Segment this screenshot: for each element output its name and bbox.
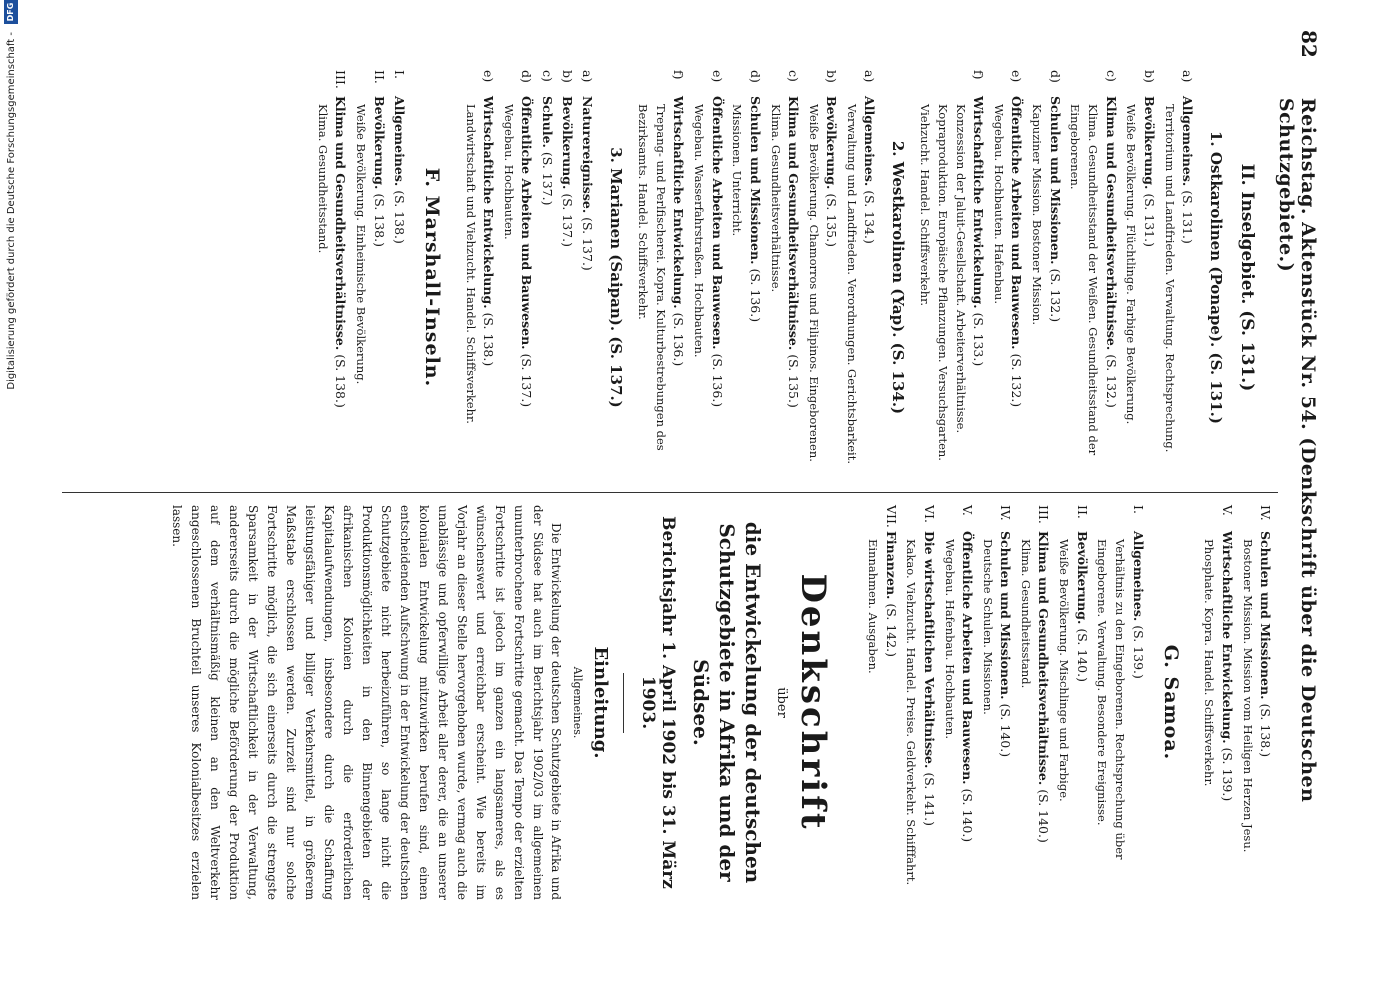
toc-item-title: Allgemeines. bbox=[862, 96, 878, 187]
toc-item-body bbox=[864, 531, 901, 900]
toc-item-body bbox=[1200, 531, 1237, 900]
toc-item-detail: Bostoner Mission. Mission vom Heiligen Herzen Jesu. bbox=[1240, 539, 1255, 853]
toc-item-title: Öffentliche Arbeiten und Bauwesen. bbox=[1009, 96, 1025, 350]
toc-item-body bbox=[313, 96, 350, 485]
toc-item-marker: f) bbox=[971, 70, 987, 80]
toc-item-marker: IV. bbox=[998, 505, 1014, 521]
toc-item-marker: d) bbox=[1047, 70, 1063, 83]
toc-item-title: Schulen und Missionen. bbox=[747, 96, 763, 265]
toc-item-title: Bevölkerung. bbox=[560, 96, 576, 190]
toc-item-page-ref: (S. 132.) bbox=[1103, 354, 1119, 408]
section-page-ref: (S. 131.) bbox=[1237, 310, 1257, 392]
toc-list bbox=[634, 70, 880, 485]
toc-item-detail: Klima. Gesundheitsstand. bbox=[316, 104, 331, 254]
toc-item-title: Allgemeines. bbox=[1130, 531, 1146, 622]
toc-item-detail: Weiße Bevölkerung. Flüchtlinge. Farbige Bevölkerung. bbox=[1124, 104, 1139, 425]
document-title: Denkschrift bbox=[793, 573, 834, 832]
toc-item bbox=[1016, 505, 1053, 900]
document-subtitle: die Entwickelung der deutschen Schutzgebiete in Afrika und der Südsee. bbox=[689, 521, 766, 884]
toc-item-detail: Verhältnis zu den Eingeborenen. Rechtsprechung über Eingeborene. Verwaltung. Besondere Ereignisse. bbox=[1095, 539, 1128, 860]
toc-item-page-ref: (S. 131.) bbox=[1180, 190, 1195, 244]
dfg-logo: DFG bbox=[4, 0, 18, 24]
toc-item-detail: Deutsche Schulen. Missionen. bbox=[980, 539, 995, 715]
toc-item-title: Schulen und Missionen. bbox=[1258, 531, 1273, 700]
toc-item-marker: b) bbox=[1141, 70, 1157, 83]
subsection-heading bbox=[889, 70, 907, 485]
toc-item-page-ref: (S. 140.) bbox=[1036, 789, 1052, 843]
toc-item-marker: e) bbox=[1009, 70, 1025, 83]
toc-item-title: Bevölkerung. bbox=[1141, 96, 1157, 190]
toc-item-marker: a) bbox=[862, 70, 878, 83]
toc-item bbox=[1200, 505, 1237, 900]
short-rule bbox=[624, 673, 625, 733]
toc-item-title: Klima und Gesundheitsverhältnisse. bbox=[333, 96, 349, 351]
toc-item-marker: VII. bbox=[883, 505, 899, 528]
introduction-subheading: Allgemeines. bbox=[571, 666, 585, 739]
toc-item-page-ref: (S. 136.) bbox=[747, 268, 763, 323]
subsection-heading bbox=[1207, 70, 1225, 485]
toc-item-detail: Wegebau. Hafenbau. Hochbauten. bbox=[942, 539, 957, 739]
toc-item-body bbox=[902, 531, 939, 900]
toc-item-title: Finanzen. bbox=[883, 531, 899, 600]
toc-item-body bbox=[1016, 531, 1053, 900]
toc-item-marker: a) bbox=[1180, 70, 1195, 83]
toc-item bbox=[578, 70, 597, 485]
toc-item bbox=[766, 70, 803, 485]
toc-item-body bbox=[978, 531, 1015, 900]
running-header: Reichstag. Aktenstück Nr. 54. (Denkschrift über die Deutschen Schutzgebiete.) bbox=[1275, 97, 1319, 803]
toc-item-marker: III. bbox=[333, 70, 349, 89]
section-heading: G. Samoa. bbox=[1159, 644, 1182, 761]
toc-item-title: Allgemeines. bbox=[1180, 96, 1195, 187]
toc-item-marker: I. bbox=[1130, 505, 1146, 514]
left-column bbox=[70, 70, 1275, 485]
toc-item-marker: I. bbox=[392, 70, 407, 79]
toc-item-body bbox=[989, 96, 1026, 485]
toc-item bbox=[1122, 70, 1159, 485]
toc-item-detail: Wegebau. Wasserfahrstraßen. Hochbauten. bbox=[692, 104, 707, 358]
toc-item-body bbox=[1122, 96, 1159, 485]
toc-item bbox=[1054, 505, 1091, 900]
toc-item bbox=[390, 70, 409, 485]
subsection-title: 2. Westkarolinen (Yap). bbox=[889, 140, 908, 338]
toc-item-title: Klima und Gesundheitsverhältnisse. bbox=[1103, 96, 1119, 351]
toc-item-page-ref: (S. 134.) bbox=[862, 190, 878, 244]
credit-text: Digitalisierung gefördert durch die Deutsche Forschungsgemeinschaft - bbox=[5, 32, 17, 390]
report-period: Berichtsjahr 1. April 1902 bis 31. März 1903. bbox=[638, 516, 679, 889]
toc-item-detail: Weiße Bevölkerung. Einheimische Bevölkerung. bbox=[354, 104, 369, 385]
toc-item-page-ref: (S. 137.) bbox=[519, 353, 535, 408]
toc-item-body bbox=[390, 96, 409, 485]
toc-item bbox=[537, 70, 556, 485]
toc-item-body bbox=[842, 96, 879, 485]
toc-item-page-ref: (S. 138.) bbox=[1258, 703, 1273, 758]
toc-item-marker: VI. bbox=[921, 505, 937, 523]
toc-item-marker: d) bbox=[519, 70, 535, 83]
toc-item-page-ref: (S. 133.) bbox=[971, 312, 987, 367]
toc-item-detail: Klima. Gesundheitsstand. bbox=[1019, 539, 1034, 689]
toc-item-title: Öffentliche Arbeiten und Bauwesen. bbox=[519, 96, 535, 350]
toc-list bbox=[864, 505, 1148, 900]
toc-item bbox=[558, 70, 577, 485]
toc-item-title: Wirtschaftliche Entwickelung. bbox=[481, 96, 497, 309]
toc-item-body bbox=[578, 96, 597, 485]
toc-item-body bbox=[461, 96, 498, 485]
toc-item-page-ref: (S. 140.) bbox=[960, 788, 976, 843]
column-divider bbox=[62, 492, 1278, 493]
toc-item-detail: Wegebau. Hochbauten. bbox=[502, 104, 516, 240]
toc-item-body bbox=[634, 96, 689, 485]
toc-item-title: Bevölkerung. bbox=[824, 96, 840, 190]
toc-item-page-ref: (S. 141.) bbox=[921, 772, 937, 826]
toc-item-marker: V. bbox=[960, 505, 976, 516]
toc-item-marker: f) bbox=[671, 70, 687, 80]
toc-item bbox=[1027, 70, 1064, 485]
toc-item-page-ref: (S. 138.) bbox=[333, 354, 349, 408]
introduction-paragraph: Die Entwickelung der deutschen Schutzgebiete in Afrika und der Südsee hat auch im Berichtsjahr 1902/03 im allgemeinen ununterbrochene Fortschritte gemacht. Das Tempo der erzielten Fortschritte ist jedoch im ganzen ein langsameres, als es wünschenswert und erreichbar erscheint. Wie bereits im Vorjahr an dieser Stelle hervorgehoben wurde, vermag auch die unablässige und opferwillige Arbeit aller derer, die an unserer kolonialen Entwickelung mitzuwirken berufen sind, einen entscheidenden Aufschwung in der Entwickelung der deutschen Schutzgebiete nicht herbeizuführen, so lange nicht die Produktionsmöglichkeiten in den Binnengebieten der afrikanischen Kolonien durch die erforderlichen Kapitalaufwendungen, insbesondere durch die Schaffung leistungsfähiger und billiger Verkehrsmittel, in größerem Maßstabe erschlossen werden. Zurzeit sind nur solche Fortschritte möglich, die sich einerseits durch die strengste Sparsamkeit in der Wirtschaftlichkeit in der Verwaltung, andererseits durch die mögliche Beförderung der Produktion auf dem verhältnismäßig kleinen an den Weltverkehr angeschlossenen Bruchteil unseres Kolonialbesitzes erzielen lassen. bbox=[170, 505, 564, 900]
right-column bbox=[70, 505, 1275, 900]
toc-item-body bbox=[728, 96, 765, 485]
toc-item bbox=[351, 70, 388, 485]
toc-item-body bbox=[499, 96, 536, 485]
toc-item bbox=[1160, 70, 1197, 485]
toc-item-body bbox=[1054, 531, 1091, 900]
toc-item-page-ref: (S. 137.) bbox=[539, 151, 555, 206]
toc-item-marker: e) bbox=[481, 70, 497, 83]
toc-item-title: Klima und Gesundheitsverhältnisse. bbox=[1036, 531, 1052, 786]
toc-item-detail: Kakao. Viehzucht. Handel. Preise. Geldverkehr. Schifffahrt. bbox=[904, 539, 919, 886]
subsection-title: 1. Ostkarolinen (Ponape). bbox=[1207, 131, 1225, 348]
toc-item-title: Naturereignisse. bbox=[580, 96, 596, 214]
toc-item-body bbox=[1093, 531, 1148, 900]
toc-item bbox=[634, 70, 689, 485]
toc-item bbox=[804, 70, 841, 485]
toc-item-marker: d) bbox=[747, 70, 763, 83]
toc-item-body bbox=[1238, 531, 1275, 900]
toc-item-marker: c) bbox=[539, 70, 555, 82]
toc-item-title: Schulen und Missionen. bbox=[1047, 96, 1063, 265]
toc-item-title: Wirtschaftliche Entwickelung. bbox=[671, 96, 687, 309]
toc-item bbox=[864, 505, 901, 900]
toc-item-detail: Weiße Bevölkerung. Mischlinge und Farbige. bbox=[1057, 539, 1072, 802]
toc-item bbox=[842, 70, 879, 485]
toc-item-detail: Einnahmen. Ausgaben. bbox=[866, 539, 881, 674]
toc-item-detail: Weiße Bevölkerung. Chamorros und Filipinos. Eingeborenen. bbox=[806, 104, 821, 462]
toc-item-body bbox=[804, 96, 841, 485]
toc-item-detail: Trepang- und Perlfischerei. Kopra. Kulturbestrebungen des Bezirksamts. Handel. Schiffsverkehr. bbox=[636, 104, 669, 451]
toc-item-detail: Klima. Gesundheitsverhältnisse. bbox=[768, 104, 783, 293]
section-heading: F. Marshall-Inseln. bbox=[421, 167, 443, 388]
toc-item-page-ref: (S. 140.) bbox=[998, 703, 1014, 758]
toc-item-marker: a) bbox=[580, 70, 596, 83]
toc-item-marker: e) bbox=[709, 70, 725, 83]
subsection-page-ref: (S. 137.) bbox=[607, 336, 626, 408]
toc-item-title: Öffentliche Arbeiten und Bauwesen. bbox=[960, 531, 976, 785]
toc-list bbox=[915, 70, 1197, 485]
toc-item-marker: IV. bbox=[1258, 505, 1273, 521]
toc-item-title: Schulen und Missionen. bbox=[998, 531, 1014, 700]
toc-item bbox=[902, 505, 939, 900]
toc-item-page-ref: (S. 137.) bbox=[580, 217, 596, 271]
toc-item-body bbox=[1027, 96, 1064, 485]
toc-item-title: Bevölkerung. bbox=[371, 96, 387, 190]
toc-item bbox=[1238, 505, 1275, 900]
toc-item-page-ref: (S. 138.) bbox=[392, 190, 407, 244]
toc-item-marker: b) bbox=[824, 70, 840, 83]
toc-item-page-ref: (S. 142.) bbox=[883, 603, 899, 658]
toc-item-page-ref: (S. 132.) bbox=[1009, 353, 1025, 408]
toc-item-detail: Konzession der Jaluit-Gesellschaft. Arbeiterverhältnisse. Kopraproduktion. Europäische Pflanzungen. Versuchsgarten. Viehzucht. Handel. Schiffsverkehr. bbox=[918, 104, 968, 461]
toc-item-title: Öffentliche Arbeiten und Bauwesen. bbox=[709, 96, 725, 350]
toc-item-title: Schule. bbox=[539, 96, 555, 148]
toc-item-detail: Kapuziner Mission. Bostoner Mission. bbox=[1030, 104, 1045, 325]
toc-item-body bbox=[940, 531, 977, 900]
toc-item-body bbox=[1066, 96, 1121, 485]
toc-item bbox=[978, 505, 1015, 900]
toc-item-page-ref: (S. 140.) bbox=[1074, 628, 1090, 682]
toc-item-page-ref: (S. 137.) bbox=[560, 193, 576, 247]
toc-item bbox=[728, 70, 765, 485]
toc-item-title: Die wirtschaftlichen Verhältnisse. bbox=[921, 531, 937, 769]
subsection-page-ref: (S. 134.) bbox=[889, 342, 908, 415]
toc-item-page-ref: (S. 139.) bbox=[1130, 625, 1146, 679]
toc-item bbox=[1093, 505, 1148, 900]
toc-item-body bbox=[766, 96, 803, 485]
toc-item-detail: Klima. Gesundheitsstand der Weißen. Gesundheitsstand der Eingeborenen. bbox=[1068, 104, 1101, 456]
toc-item bbox=[313, 70, 350, 485]
subsection-heading bbox=[608, 70, 626, 485]
toc-item-marker: II. bbox=[1074, 505, 1090, 519]
toc-item bbox=[461, 70, 498, 485]
toc-item-page-ref: (S. 135.) bbox=[786, 354, 802, 408]
toc-item-body bbox=[537, 96, 556, 485]
toc-item-body bbox=[915, 96, 988, 485]
toc-list bbox=[313, 70, 409, 485]
toc-item bbox=[915, 70, 988, 485]
toc-item-detail: Verwaltung und Landfrieden. Verordnungen. Gerichtsbarkeit. bbox=[845, 104, 860, 465]
toc-item-page-ref: (S. 136.) bbox=[709, 353, 725, 408]
toc-item-page-ref: (S. 138.) bbox=[481, 312, 497, 367]
toc-item-marker: c) bbox=[1103, 70, 1119, 82]
toc-item-page-ref: (S. 132.) bbox=[1047, 268, 1063, 323]
toc-item-title: Bevölkerung. bbox=[1074, 531, 1090, 625]
page-header bbox=[1275, 30, 1321, 970]
toc-item-marker: III. bbox=[1036, 505, 1052, 524]
toc-item-detail: Territorium und Landfrieden. Verwaltung. Rechtsprechung. bbox=[1162, 104, 1177, 453]
introduction-heading: Einleitung. bbox=[590, 646, 612, 759]
section-title: II. Inselgebiet. bbox=[1237, 163, 1257, 305]
toc-item-page-ref: (S. 135.) bbox=[824, 193, 840, 247]
toc-item-title: Wirtschaftliche Entwickelung. bbox=[1219, 531, 1235, 744]
toc-item-body bbox=[1160, 96, 1197, 485]
toc-item-marker: V. bbox=[1219, 505, 1235, 516]
toc-item-title: Klima und Gesundheitsverhältnisse. bbox=[786, 96, 802, 351]
toc-item bbox=[690, 70, 727, 485]
toc-item-marker: II. bbox=[371, 70, 387, 84]
toc-item-title: Allgemeines. bbox=[392, 96, 407, 187]
toc-item bbox=[499, 70, 536, 485]
toc-item-marker: c) bbox=[786, 70, 802, 82]
toc-item-body bbox=[558, 96, 577, 485]
digitization-credit bbox=[0, 0, 22, 1000]
toc-item-body bbox=[690, 96, 727, 485]
toc-item-page-ref: (S. 131.) bbox=[1141, 193, 1157, 247]
toc-item bbox=[1066, 70, 1121, 485]
toc-list bbox=[461, 70, 598, 485]
toc-item-page-ref: (S. 138.) bbox=[371, 193, 387, 247]
toc-item-page-ref: (S. 136.) bbox=[671, 312, 687, 367]
section-heading bbox=[1237, 70, 1257, 485]
toc-item-page-ref: (S. 139.) bbox=[1219, 747, 1235, 802]
toc-item bbox=[940, 505, 977, 900]
toc-item-detail: Landwirtschaft und Viehzucht. Handel. Schiffsverkehr. bbox=[463, 104, 478, 424]
document-title-ueber: über bbox=[774, 687, 790, 718]
toc-item-detail: Wegebau. Hochbauten. Hafenbau. bbox=[992, 104, 1007, 304]
toc-item bbox=[989, 70, 1026, 485]
toc-item-detail: Missionen. Unterricht. bbox=[730, 104, 745, 237]
toc-item-marker: b) bbox=[560, 70, 576, 83]
toc-item-body bbox=[351, 96, 388, 485]
subsection-title: 3. Marianen (Saipan). bbox=[607, 147, 626, 332]
toc-item-detail: Phosphate. Kopra. Handel. Schiffsverkehr. bbox=[1202, 539, 1217, 787]
toc-list bbox=[1200, 505, 1275, 900]
subsection-page-ref: (S. 131.) bbox=[1207, 352, 1225, 424]
toc-item-title: Wirtschaftliche Entwickelung. bbox=[971, 96, 987, 309]
page-number: 82 bbox=[1297, 30, 1321, 58]
